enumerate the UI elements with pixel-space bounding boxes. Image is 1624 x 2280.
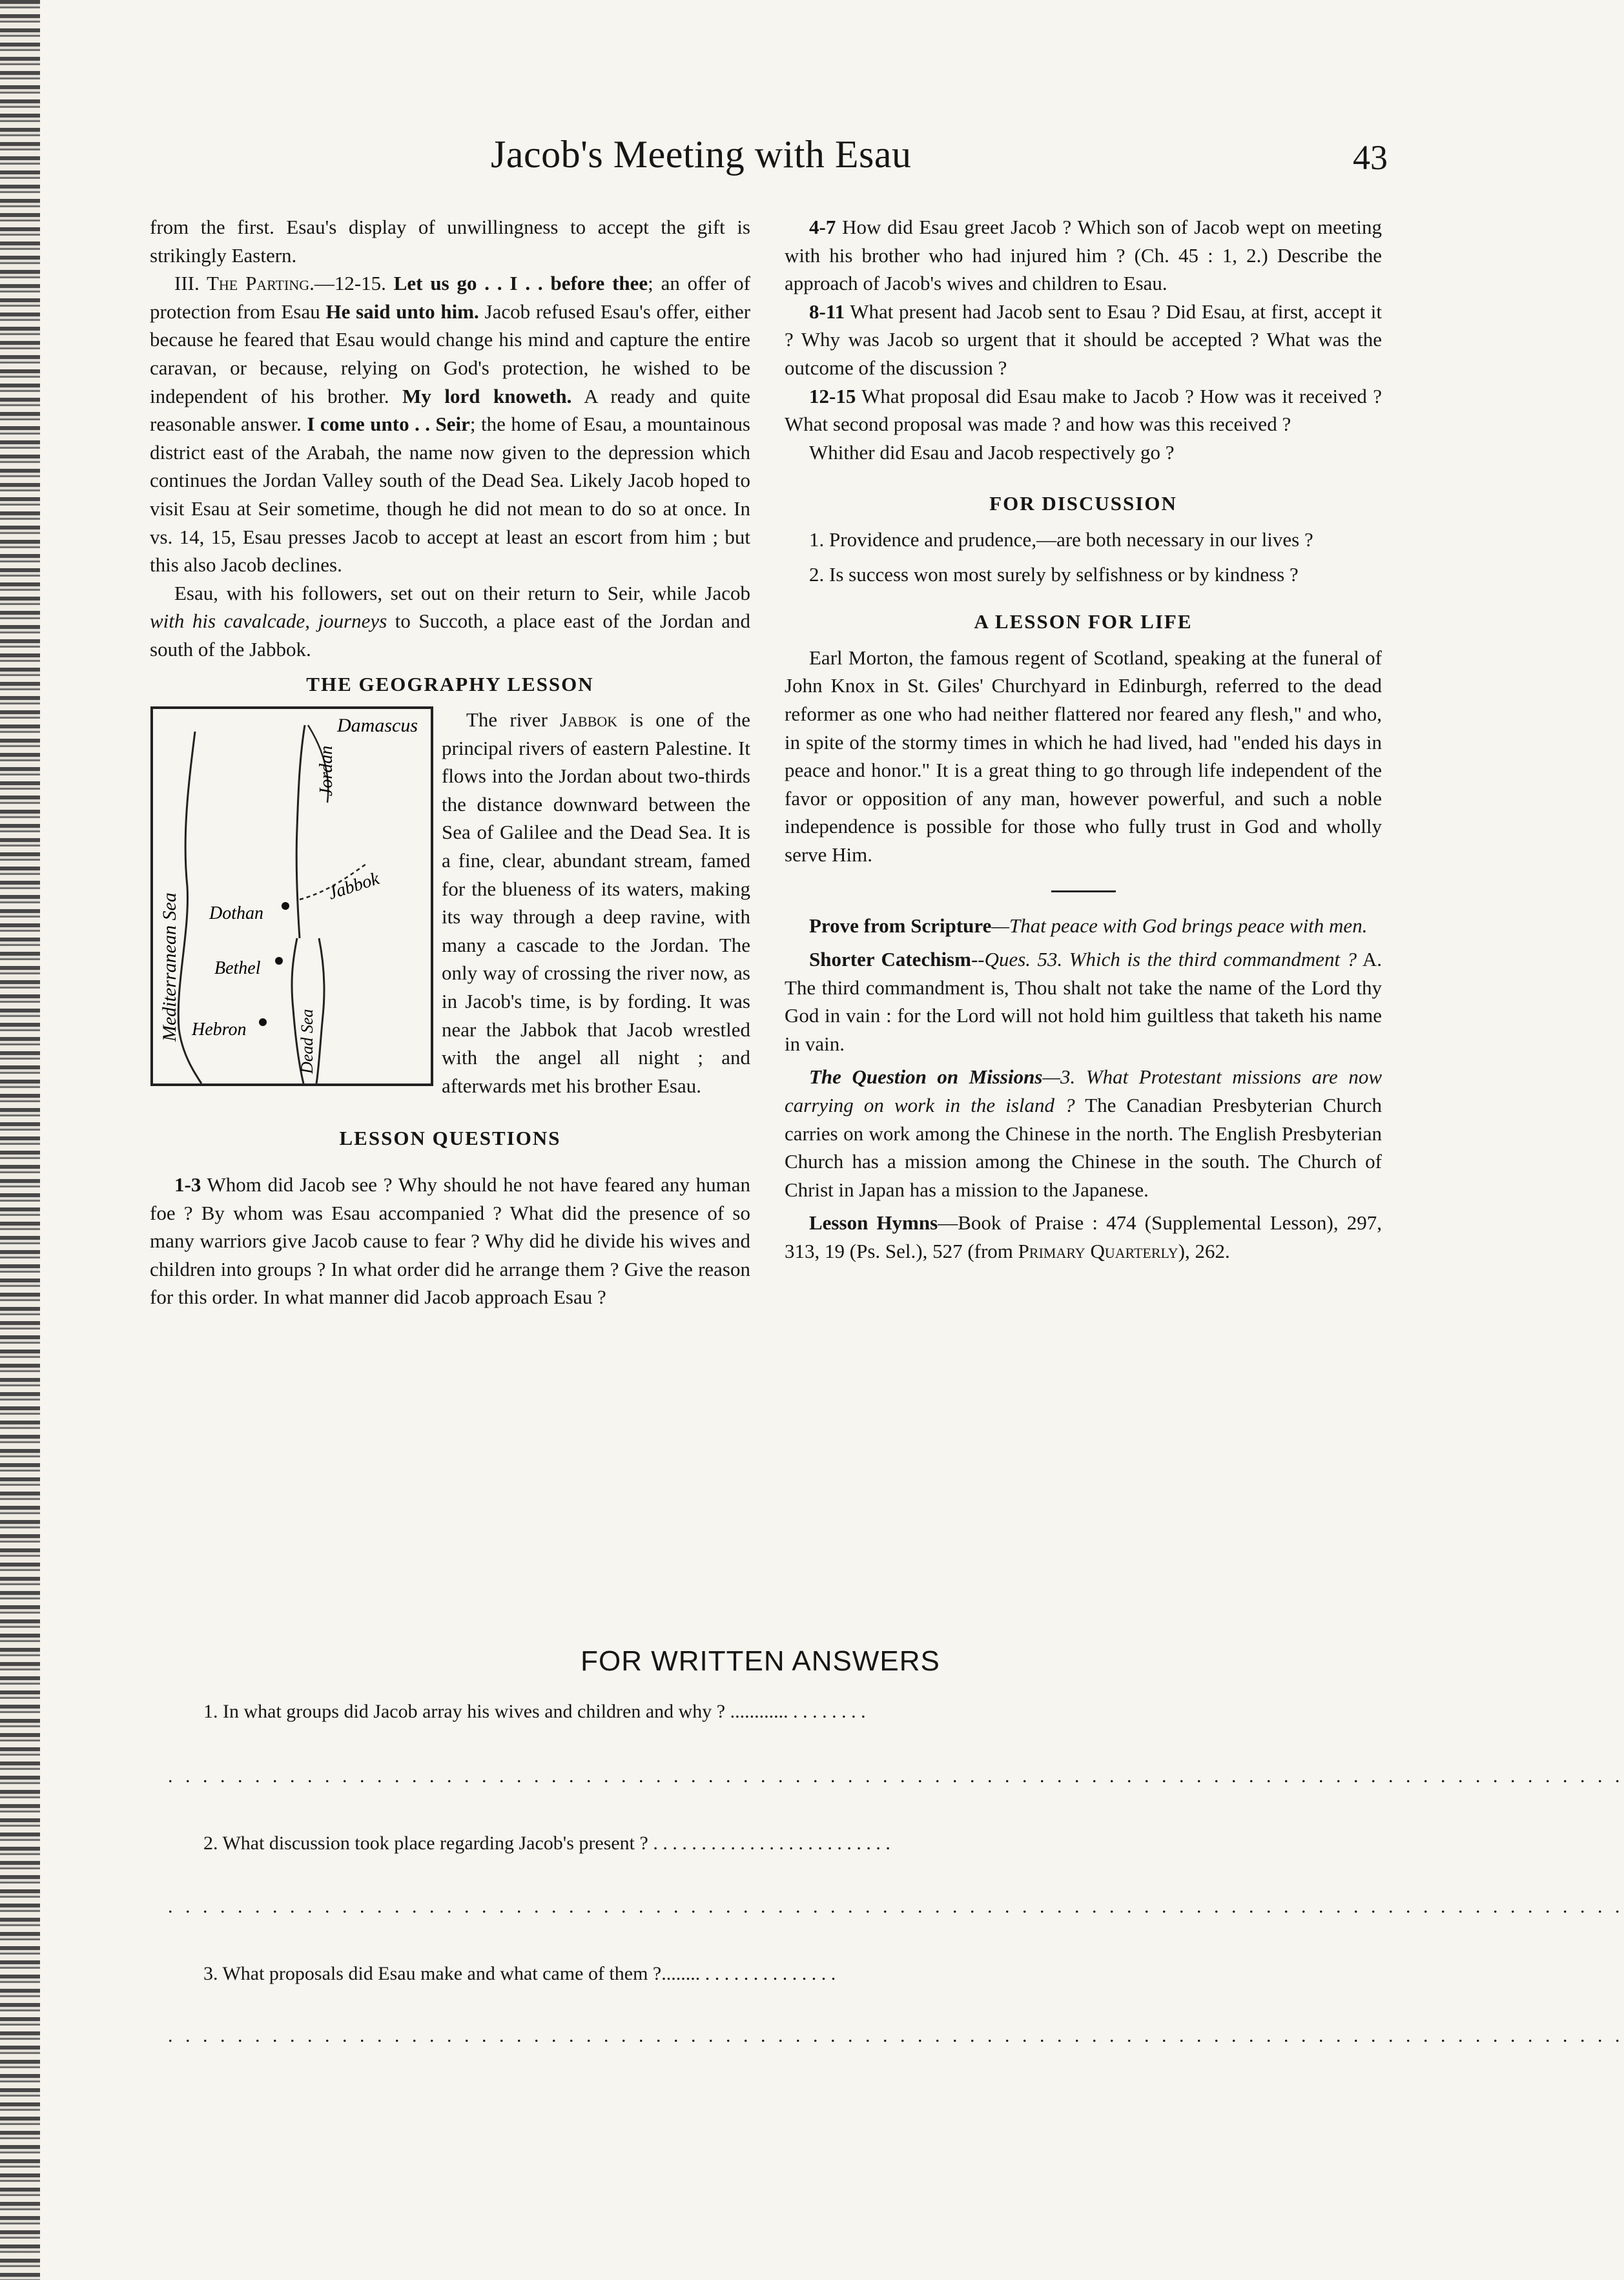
map-label-jordan: Jordan [316,745,336,797]
written-question-2: 2. What discussion took place regarding Jacob's present ? . . . . . . . . . . . . . . . . . . . . . . . . . [203,1833,890,1854]
lesson-questions-heading: LESSON QUESTIONS [339,1127,561,1150]
verse-ref-12-15: 12-15 [809,384,856,407]
left-column [150,213,750,1311]
lesson-for-life-heading: A LESSON FOR LIFE [974,610,1193,633]
lesson-question-whither [785,438,1382,467]
map-label-dothan: Dothan [209,903,263,924]
question-on-missions [785,1063,1382,1204]
lesson-question-12-15 [785,382,1382,438]
discussion-heading: FOR DISCUSSION [989,492,1177,515]
answer-line-1[interactable]: . . . . . . . . . . . . . . . . . . . . . . . . . . . . . . . . . . . . . . . . . . . . . . . . . . . . . . . . . . . . . . . . . . . . . . . . . . . . . . . . . . . . [168,1765,1624,1787]
dothan-dot [282,902,289,910]
map-label-bethel: Bethel [214,958,261,979]
map-label-damascus: Damascus [337,715,418,737]
written-question-1: 1. In what groups did Jacob array his wives and children and why ? ............ . . . . . . . . [203,1701,866,1722]
shorter-catechism [785,945,1382,1058]
right-column [785,213,1382,1266]
jordan-river [296,725,305,938]
phrase-i-come: I come unto . . Seir [307,413,470,436]
geography-heading: THE GEOGRAPHY LESSON [306,672,594,695]
page-title: Jacob's Meeting with Esau [491,133,912,176]
bethel-dot [275,957,283,965]
page-header [0,132,1521,203]
section-heading-parting: III. The Parting.—12-15. [174,272,386,295]
page-number: 43 [1353,138,1388,177]
phrase-he-said: He said unto him. [325,300,479,323]
written-answers-title: FOR WRITTEN ANSWERS [581,1645,940,1677]
answer-line-3[interactable]: . . . . . . . . . . . . . . . . . . . . . . . . . . . . . . . . . . . . . . . . . . . . . . . . . . . . . . . . . . . . . . . . . . . . . . . . . . . . . . . . . . . . [168,2025,1624,2046]
hebron-dot [259,1018,267,1026]
dead-sea-shore-east [316,938,324,1084]
text-geography-body: is one of the principal rivers of eastern Palestine. It flows into the Jordan about two-thirds the distance downward between the Sea of Galilee and the Dead Sea. It is a fine, clear, abundant stream, famed for the blueness of its waters, making its way through a deep ravine, with many a cascade to the Jordan. The only way of crossing the river now, as in Jacob's time, is by fording. It was near the Jabbok that Jacob wrestled with the angel all night ; and afterwards met his brother Esau. [442,708,751,1097]
label-hymns: Lesson Hymns [809,1211,938,1235]
text-return: Esau, with his followers, set out on their return to Seir, while Jacob [174,581,750,604]
verse-ref-8-11: 8-11 [809,300,845,323]
map-label-hebron: Hebron [192,1020,247,1040]
verse-ref-1-3: 1-3 [174,1173,201,1196]
text-seir: ; the home of Esau, a mountainous district east of the Arabah, the name now given to the depression which continues the Jordan Valley south of the Dead Sea. Likely Jacob hoped to visit Esau at Seir sometime, though he did not mean to do so at once. In vs. 14, 15, Esau presses Jacob to accept at least an escort from him ; but this also Jacob declines. [150,413,750,577]
lesson-question-1-3 [150,1171,750,1311]
text-hymns-end: ), 262. [1178,1240,1230,1262]
phrase-my-lord: My lord knoweth. [402,384,572,407]
map-label-jabbok: Jabbok [325,868,382,904]
text-questions-1-3: Whom did Jacob see ? Why should he not have feared any human foe ? By whom was Esau accompanied ? What did the presence of so many warriors give Jacob cause to fear ? Why did he divide his wives and children into groups ? In what order did he arrange them ? Give the reason for this order. In what manner did Jacob approach Esau ? [150,1173,750,1309]
paragraph-return [150,579,750,664]
map-label-dead-sea: Dead Sea [298,1009,316,1074]
map-label-sea: Mediterranean Sea [159,892,180,1042]
text-prove: —That peace with God brings peace with men. [991,914,1368,938]
text-cavalcade: with his cavalcade, journeys [150,610,387,633]
label-catechism: Shorter Catechism [809,948,971,971]
discussion-item-1: 1. Providence and prudence,—are both necessary in our lives ? [809,528,1313,551]
paragraph-parting [150,269,750,579]
section-divider [1051,890,1116,892]
lesson-for-life-text: Earl Morton, the famous regent of Scotland, speaking at the funeral of John Knox in St. Giles' Churchyard in Edinburgh, referred to the dead reformer as one who had neither flattered nor feared any flesh," and who, in spite of the stormy times in which he had lived, had "ended his days in peace and honor." It is a great thing to go through life independent of the favor or opposition of any man, however powerful, and such a noble independence is possible for those who fully trust in God and wholly serve Him. [785,646,1382,866]
label-missions: The Question on Missions [809,1065,1043,1089]
text-answer: A ready and quite reasonable answer. [150,384,750,436]
text-offer: ; an offer of protection from Esau [150,272,750,323]
text-primary-quarterly: Primary Quarterly [1018,1240,1178,1262]
text-questions-4-7: How did Esau greet Jacob ? Which son of Jacob wept on meeting with his brother who had injured him ? (Ch. 45 : 1, 2.) Describe the approach of Jacob's wives and children to Esau. [785,216,1382,295]
prove-from-scripture [785,912,1382,940]
text-refused: Jacob refused Esau's offer, either because he feared that Esau would change his mind and capture the entire caravan, or because, relying on God's protection, he wished to be independent of his brother. [150,300,751,407]
phrase-let-us-go: Let us go . . I . . before thee [393,272,648,295]
text-the-river: The river [466,708,548,732]
binding-edge [0,0,40,2280]
text-questions-12-15: What proposal did Esau make to Jacob ? How was it received ? What second proposal was made ? and how was this received ? [785,384,1382,436]
text-missions-question: —3. What Protestant missions are now carrying on work in the island ? [785,1065,1382,1117]
text-questions-8-11: What present had Jacob sent to Esau ? Did Esau, at first, accept it ? Why was Jacob so urgent that it should be accepted ? What was the outcome of the discussion ? [785,300,1382,379]
written-question-3: 3. What proposals did Esau make and what came of them ?........ . . . . . . . . . . . . . . [203,1963,836,1984]
lesson-hymns [785,1209,1382,1265]
text-intro: from the first. Esau's display of unwillingness to accept the gift is strikingly Eastern. [150,216,750,267]
text-jabbok: Jabbok [560,708,618,732]
geography-lesson [150,706,750,1100]
label-prove: Prove from Scripture [809,914,992,938]
text-catechism-answer: A. The third commandment is, Thou shalt not take the name of the Lord thy God in vain : for the Lord will not hold him guiltless that taketh his name in vain. [785,948,1382,1055]
text-hymns: —Book of Praise : 474 (Supplemental Lesson), 297, 313, 19 (Ps. Sel.), 527 (from [785,1211,1382,1262]
verse-ref-4-7: 4-7 [809,216,836,238]
text-missions-answer: The Canadian Presbyterian Church carries on work among the Chinese in the north. The English Presbyterian Church has a mission among the Chinese in the south. The Church of Christ in Japan has a mission to the Japanese. [785,1094,1382,1201]
answer-line-2[interactable]: . . . . . . . . . . . . . . . . . . . . . . . . . . . . . . . . . . . . . . . . . . . . . . . . . . . . . . . . . . . . . . . . . . . . . . . . . . . . . . . . . . . . [168,1896,1624,1917]
text-whither: Whither did Esau and Jacob respectively go ? [809,440,1175,464]
map-figure [150,706,434,1087]
paragraph-intro [150,213,750,269]
lesson-question-8-11 [785,298,1382,382]
discussion-item-2: 2. Is success won most surely by selfishness or by kindness ? [809,562,1299,586]
text-catechism-question: --Ques. 53. Which is the third commandment ? [971,948,1357,971]
text-succoth: to Succoth, a place east of the Jordan and south of the Jabbok. [150,610,751,661]
lesson-question-4-7 [785,213,1382,298]
